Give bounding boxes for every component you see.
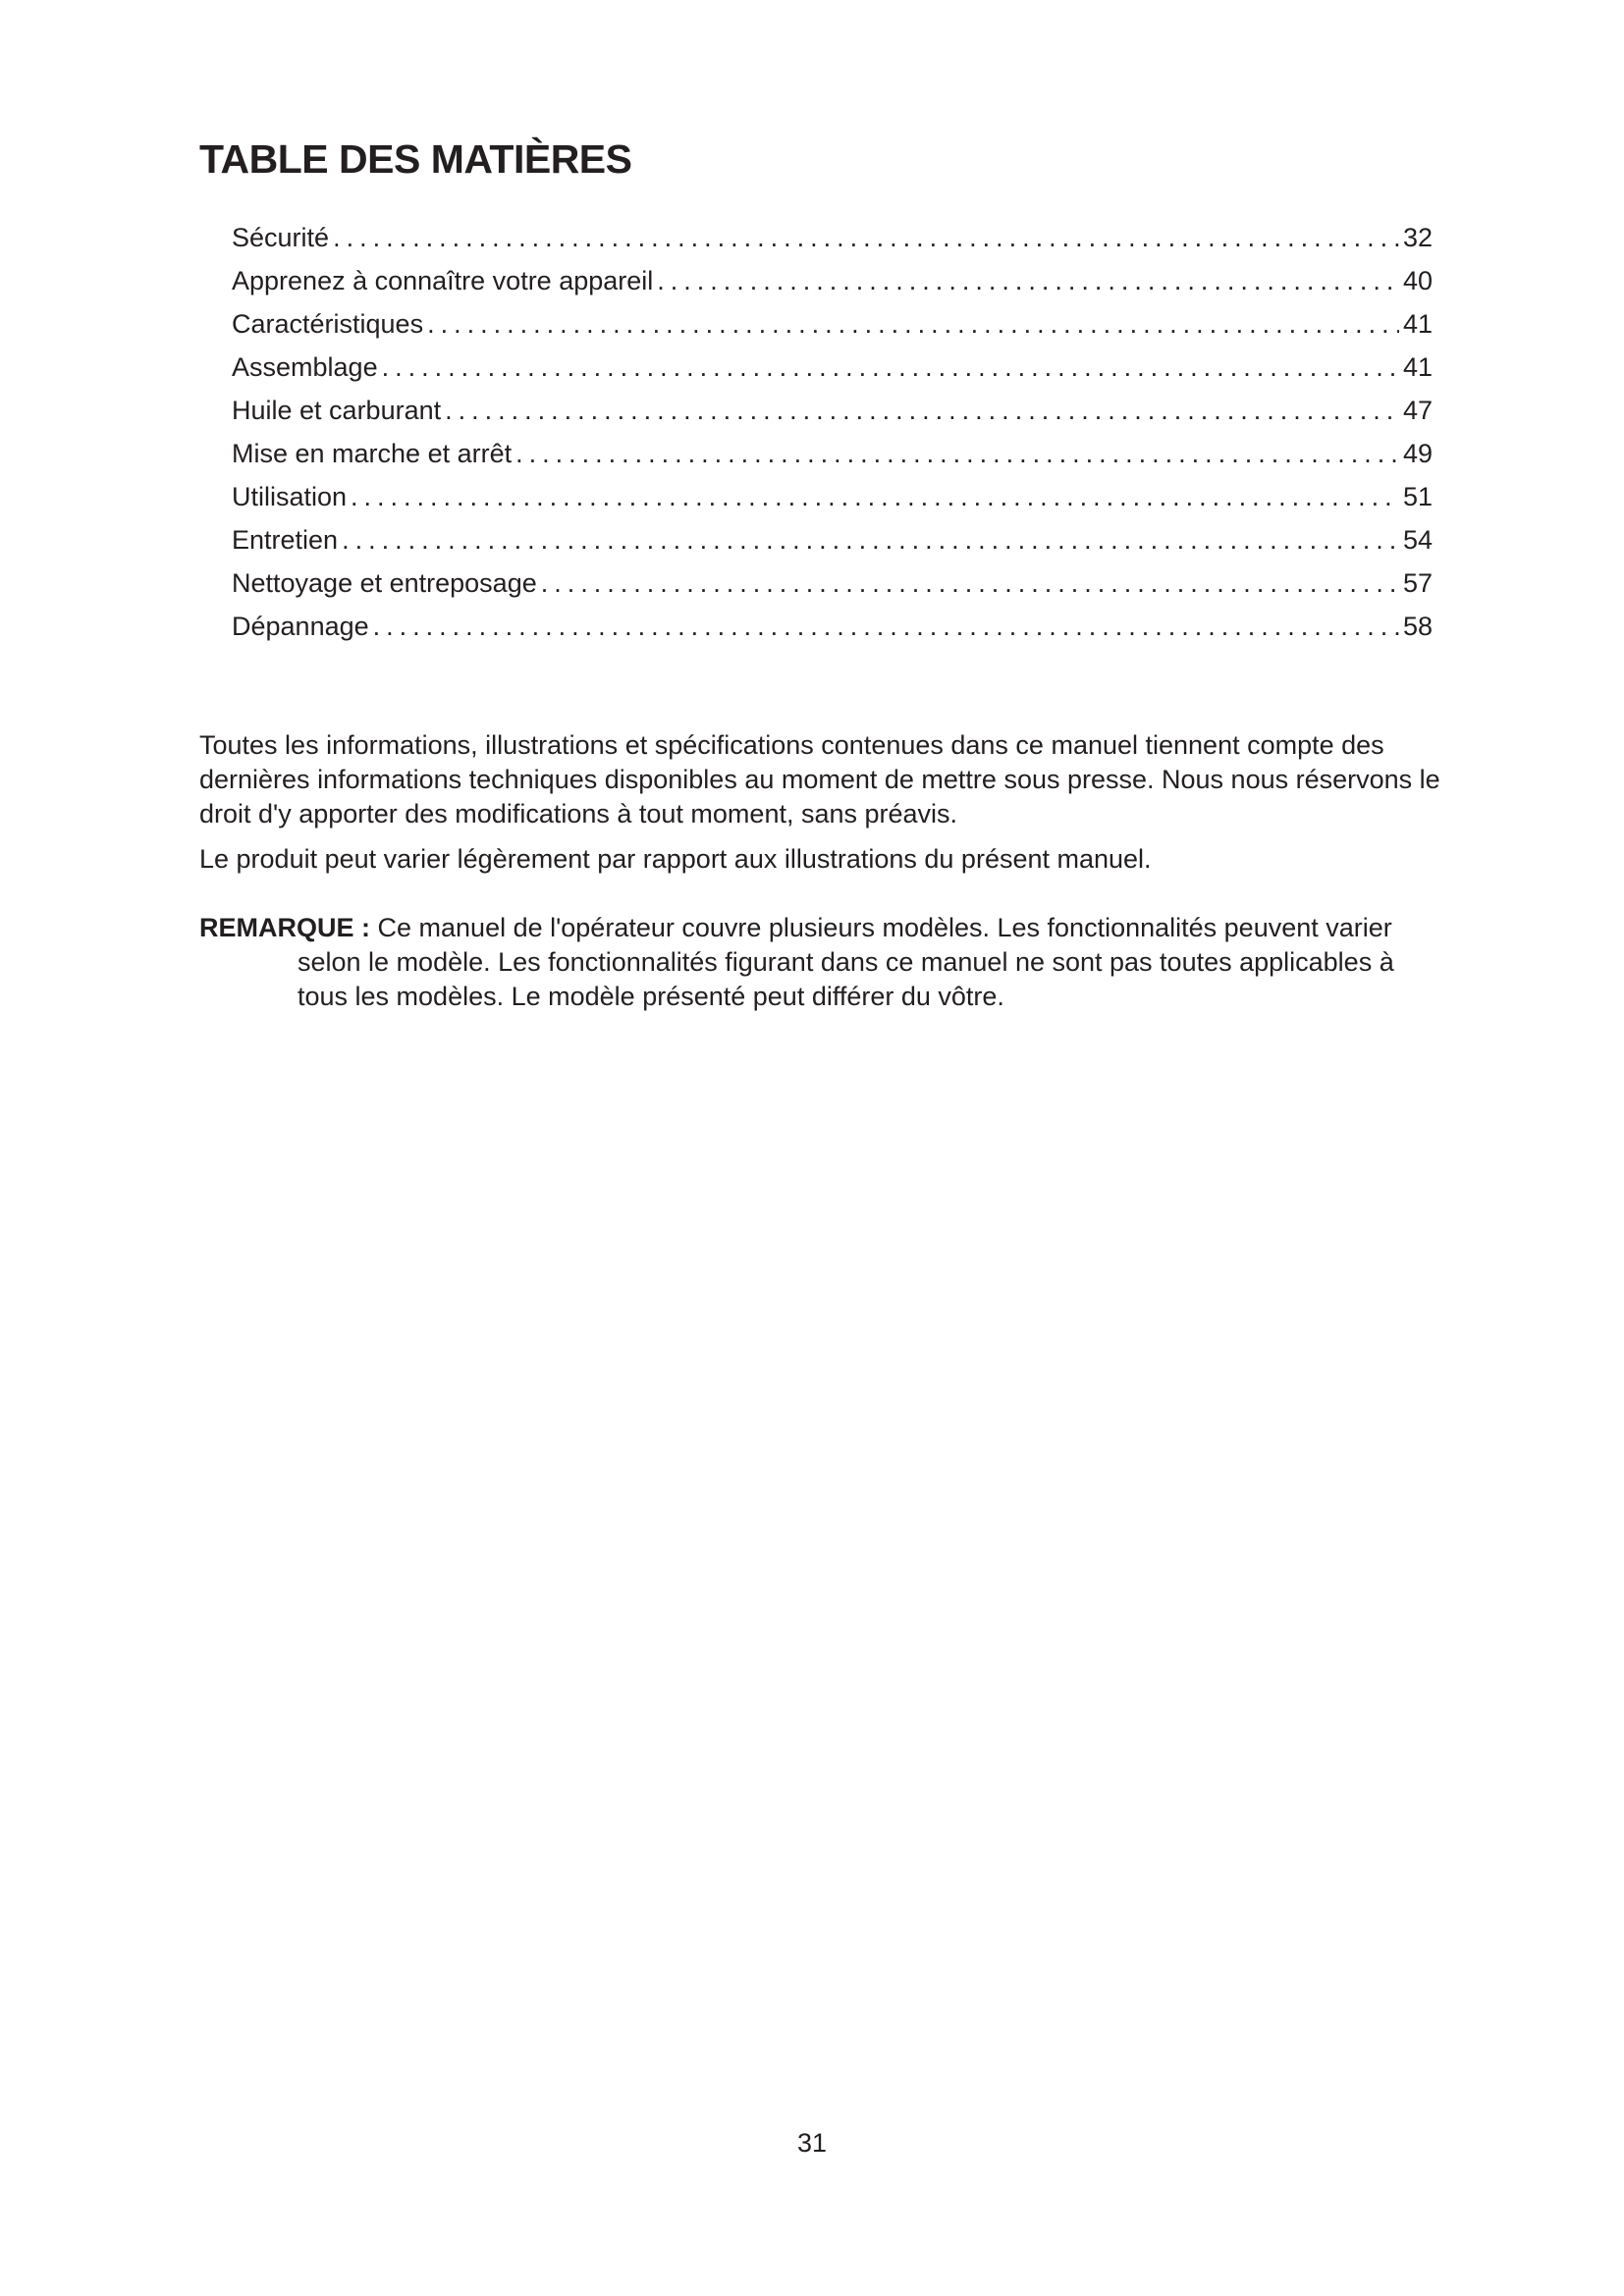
toc-leader-dots [373, 605, 1399, 648]
note-paragraph [199, 911, 1417, 1014]
toc-entry-label: Sécurité [232, 223, 330, 252]
page-title: TABLE DES MATIÈRES [199, 136, 632, 182]
note-label: REMARQUE : [199, 913, 370, 942]
page-number: 31 [796, 2128, 828, 2158]
toc-entry-label: Apprenez à connaître votre appareil [232, 266, 654, 295]
toc-entry-utilisation [232, 475, 1433, 518]
toc-entry-page: 57 [1402, 568, 1433, 598]
toc-leader-dots [427, 302, 1399, 346]
toc-entry-label: Mise en marche et arrêt [232, 439, 513, 468]
toc-entry-label: Nettoyage et entreposage [232, 568, 537, 598]
toc-entry-assemblage [232, 346, 1433, 389]
toc-entry-apprenez [232, 259, 1433, 302]
toc-entry-label: Assemblage [232, 352, 378, 382]
toc-leader-dots [445, 389, 1399, 432]
toc-leader-dots [342, 518, 1399, 561]
toc-entry-page: 49 [1402, 439, 1433, 468]
toc-entry-huile [232, 389, 1433, 432]
toc-leader-dots [382, 346, 1399, 389]
toc-entry-label: Utilisation [232, 482, 348, 511]
toc-entry-caracteristiques [232, 302, 1433, 346]
toc-entry-page: 47 [1402, 396, 1433, 425]
toc-entry-page: 51 [1402, 482, 1433, 511]
info-paragraph: Toutes les informations, illustrations et spécifications contenues dans ce manuel tiennent compte des dernières informations techniques disponibles au moment de mettre sous presse. Nous nous réservons le droit d'y apporter des modifications à tout moment, sans préavis. [199, 730, 1440, 828]
toc-entry-page: 58 [1402, 612, 1433, 641]
toc-leader-dots [333, 216, 1399, 259]
toc-entry-securite [232, 216, 1433, 259]
note-text: Ce manuel de l'opérateur couvre plusieurs modèles. Les fonctionnalités peuvent varier selon le modèle. Les fonctionnalités figurant dans ce manuel ne sont pas toutes applicables à tous les modèles. Le modèle présenté peut différer du vôtre. [298, 913, 1394, 1011]
toc-entry-label: Caractéristiques [232, 309, 424, 339]
toc-leader-dots [541, 561, 1399, 605]
toc-entry-entretien [232, 518, 1433, 561]
toc-entry-page: 54 [1402, 525, 1433, 555]
variation-paragraph: Le produit peut varier légèrement par rapport aux illustrations du présent manuel. [199, 844, 1152, 874]
toc-entry-depannage [232, 605, 1433, 648]
table-of-contents [232, 216, 1433, 648]
toc-entry-page: 41 [1402, 309, 1433, 339]
toc-entry-nettoyage [232, 561, 1433, 605]
toc-entry-page: 32 [1402, 223, 1433, 252]
toc-leader-dots [657, 259, 1399, 302]
toc-entry-label: Entretien [232, 525, 339, 555]
toc-entry-label: Huile et carburant [232, 396, 442, 425]
toc-entry-label: Dépannage [232, 612, 369, 641]
toc-leader-dots [515, 432, 1399, 475]
toc-entry-page: 41 [1402, 352, 1433, 382]
toc-entry-mise-en-marche [232, 432, 1433, 475]
toc-entry-page: 40 [1402, 266, 1433, 295]
toc-leader-dots [351, 475, 1399, 518]
